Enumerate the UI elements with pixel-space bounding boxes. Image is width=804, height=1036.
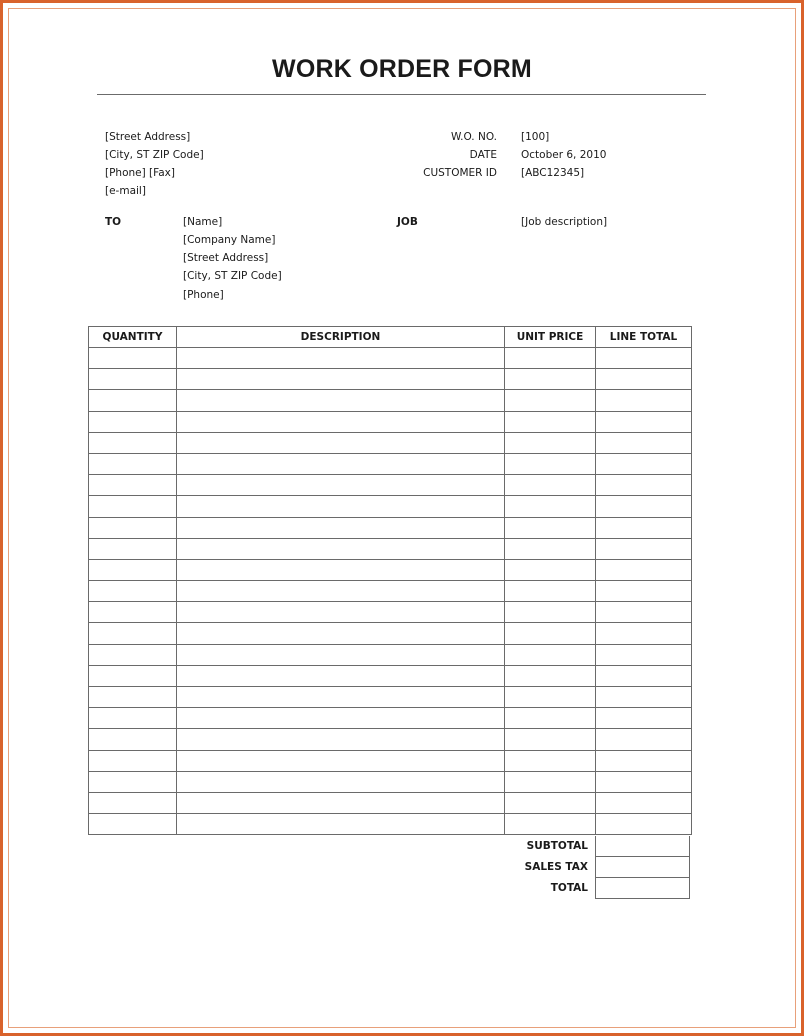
description-cell[interactable] — [177, 750, 505, 771]
job-label: JOB — [397, 216, 418, 228]
unit-price-cell[interactable] — [505, 581, 596, 602]
to-company: [Company Name] — [183, 234, 276, 246]
description-cell[interactable] — [177, 581, 505, 602]
quantity-cell[interactable] — [89, 348, 177, 369]
unit-price-cell[interactable] — [505, 432, 596, 453]
table-row — [89, 581, 692, 602]
table-row — [89, 708, 692, 729]
table-row — [89, 559, 692, 580]
quantity-cell[interactable] — [89, 665, 177, 686]
quantity-cell[interactable] — [89, 517, 177, 538]
table-row — [89, 687, 692, 708]
table-row — [89, 665, 692, 686]
header-unit-price: UNIT PRICE — [505, 327, 596, 348]
table-row — [89, 475, 692, 496]
subtotal-label: SUBTOTAL — [526, 840, 588, 852]
description-cell[interactable] — [177, 432, 505, 453]
line-total-cell[interactable] — [596, 602, 692, 623]
line-total-cell[interactable] — [596, 581, 692, 602]
header-line-total: LINE TOTAL — [596, 327, 692, 348]
total-row — [88, 878, 691, 899]
sender-email: [e-mail] — [105, 185, 146, 197]
table-row — [89, 792, 692, 813]
table-row — [89, 453, 692, 474]
quantity-cell[interactable] — [89, 432, 177, 453]
table-row — [89, 411, 692, 432]
quantity-cell[interactable] — [89, 559, 177, 580]
line-items-table — [88, 326, 692, 835]
description-cell[interactable] — [177, 623, 505, 644]
table-row — [89, 750, 692, 771]
to-street: [Street Address] — [183, 252, 269, 264]
sales-tax-row — [88, 857, 691, 878]
unit-price-cell[interactable] — [505, 453, 596, 474]
unit-price-cell[interactable] — [505, 348, 596, 369]
unit-price-cell[interactable] — [505, 517, 596, 538]
quantity-cell[interactable] — [89, 602, 177, 623]
to-name: [Name] — [183, 216, 223, 228]
total-field[interactable] — [595, 878, 690, 899]
unit-price-cell[interactable] — [505, 792, 596, 813]
sender-street: [Street Address] — [105, 131, 191, 143]
quantity-cell[interactable] — [89, 581, 177, 602]
title-divider — [97, 94, 706, 95]
sales-tax-field[interactable] — [595, 857, 690, 878]
sales-tax-label: SALES TAX — [524, 861, 588, 873]
description-cell[interactable] — [177, 348, 505, 369]
to-phone: [Phone] — [183, 289, 224, 301]
table-row — [89, 538, 692, 559]
quantity-cell[interactable] — [89, 411, 177, 432]
line-total-cell[interactable] — [596, 369, 692, 390]
sender-city: [City, ST ZIP Code] — [105, 149, 204, 161]
quantity-cell[interactable] — [89, 496, 177, 517]
description-cell[interactable] — [177, 708, 505, 729]
line-total-cell[interactable] — [596, 390, 692, 411]
quantity-cell[interactable] — [89, 453, 177, 474]
table-header-row — [89, 327, 692, 348]
line-total-cell[interactable] — [596, 432, 692, 453]
subtotal-field[interactable] — [595, 836, 690, 857]
unit-price-cell[interactable] — [505, 369, 596, 390]
line-total-cell[interactable] — [596, 687, 692, 708]
unit-price-cell[interactable] — [505, 475, 596, 496]
quantity-cell[interactable] — [89, 538, 177, 559]
unit-price-cell[interactable] — [505, 750, 596, 771]
quantity-cell[interactable] — [89, 475, 177, 496]
description-cell[interactable] — [177, 496, 505, 517]
quantity-cell[interactable] — [89, 814, 177, 835]
quantity-cell[interactable] — [89, 644, 177, 665]
quantity-cell[interactable] — [89, 369, 177, 390]
table-row — [89, 644, 692, 665]
line-total-cell[interactable] — [596, 517, 692, 538]
line-total-cell[interactable] — [596, 411, 692, 432]
description-cell[interactable] — [177, 559, 505, 580]
line-total-cell[interactable] — [596, 665, 692, 686]
line-total-cell[interactable] — [596, 348, 692, 369]
form-title: WORK ORDER FORM — [272, 55, 532, 83]
table-row — [89, 432, 692, 453]
table-row — [89, 729, 692, 750]
table-row — [89, 814, 692, 835]
description-cell[interactable] — [177, 644, 505, 665]
total-label: TOTAL — [550, 882, 588, 894]
table-row — [89, 496, 692, 517]
customer-id-label: CUSTOMER ID — [423, 167, 497, 179]
line-total-cell[interactable] — [596, 771, 692, 792]
description-cell[interactable] — [177, 538, 505, 559]
unit-price-cell[interactable] — [505, 708, 596, 729]
quantity-cell[interactable] — [89, 750, 177, 771]
wo-number-value: [100] — [521, 131, 550, 143]
header-description: DESCRIPTION — [177, 327, 505, 348]
table-body — [89, 348, 692, 835]
unit-price-cell[interactable] — [505, 687, 596, 708]
table-row — [89, 602, 692, 623]
quantity-cell[interactable] — [89, 390, 177, 411]
date-label: DATE — [469, 149, 497, 161]
line-total-cell[interactable] — [596, 496, 692, 517]
description-cell[interactable] — [177, 390, 505, 411]
description-cell[interactable] — [177, 475, 505, 496]
description-cell[interactable] — [177, 411, 505, 432]
quantity-cell[interactable] — [89, 708, 177, 729]
unit-price-cell[interactable] — [505, 411, 596, 432]
unit-price-cell[interactable] — [505, 644, 596, 665]
line-total-cell[interactable] — [596, 708, 692, 729]
sender-phone-fax: [Phone] [Fax] — [105, 167, 175, 179]
line-total-cell[interactable] — [596, 559, 692, 580]
table-row — [89, 517, 692, 538]
subtotal-row — [88, 836, 691, 857]
description-cell[interactable] — [177, 665, 505, 686]
unit-price-cell[interactable] — [505, 559, 596, 580]
quantity-cell[interactable] — [89, 792, 177, 813]
table-row — [89, 348, 692, 369]
line-total-cell[interactable] — [596, 750, 692, 771]
customer-id-value: [ABC12345] — [521, 167, 585, 179]
line-total-cell[interactable] — [596, 623, 692, 644]
line-total-cell[interactable] — [596, 538, 692, 559]
unit-price-cell[interactable] — [505, 729, 596, 750]
quantity-cell[interactable] — [89, 623, 177, 644]
line-total-cell[interactable] — [596, 792, 692, 813]
date-value: October 6, 2010 — [521, 149, 607, 161]
quantity-cell[interactable] — [89, 687, 177, 708]
description-cell[interactable] — [177, 792, 505, 813]
unit-price-cell[interactable] — [505, 538, 596, 559]
table-row — [89, 771, 692, 792]
line-total-cell[interactable] — [596, 475, 692, 496]
quantity-cell[interactable] — [89, 729, 177, 750]
wo-number-label: W.O. NO. — [450, 131, 497, 143]
unit-price-cell[interactable] — [505, 496, 596, 517]
line-total-cell[interactable] — [596, 453, 692, 474]
description-cell[interactable] — [177, 687, 505, 708]
line-total-cell[interactable] — [596, 729, 692, 750]
to-label: TO — [105, 216, 122, 228]
unit-price-cell[interactable] — [505, 814, 596, 835]
unit-price-cell[interactable] — [505, 623, 596, 644]
header-quantity: QUANTITY — [89, 327, 177, 348]
unit-price-cell[interactable] — [505, 390, 596, 411]
line-total-cell[interactable] — [596, 644, 692, 665]
description-cell[interactable] — [177, 453, 505, 474]
to-city: [City, ST ZIP Code] — [183, 270, 282, 282]
job-description: [Job description] — [521, 216, 608, 228]
line-total-cell[interactable] — [596, 814, 692, 835]
table-row — [89, 623, 692, 644]
table-row — [89, 369, 692, 390]
unit-price-cell[interactable] — [505, 771, 596, 792]
unit-price-cell[interactable] — [505, 602, 596, 623]
unit-price-cell[interactable] — [505, 665, 596, 686]
description-cell[interactable] — [177, 369, 505, 390]
table-row — [89, 390, 692, 411]
description-cell[interactable] — [177, 517, 505, 538]
description-cell[interactable] — [177, 771, 505, 792]
description-cell[interactable] — [177, 814, 505, 835]
quantity-cell[interactable] — [89, 771, 177, 792]
description-cell[interactable] — [177, 729, 505, 750]
description-cell[interactable] — [177, 602, 505, 623]
